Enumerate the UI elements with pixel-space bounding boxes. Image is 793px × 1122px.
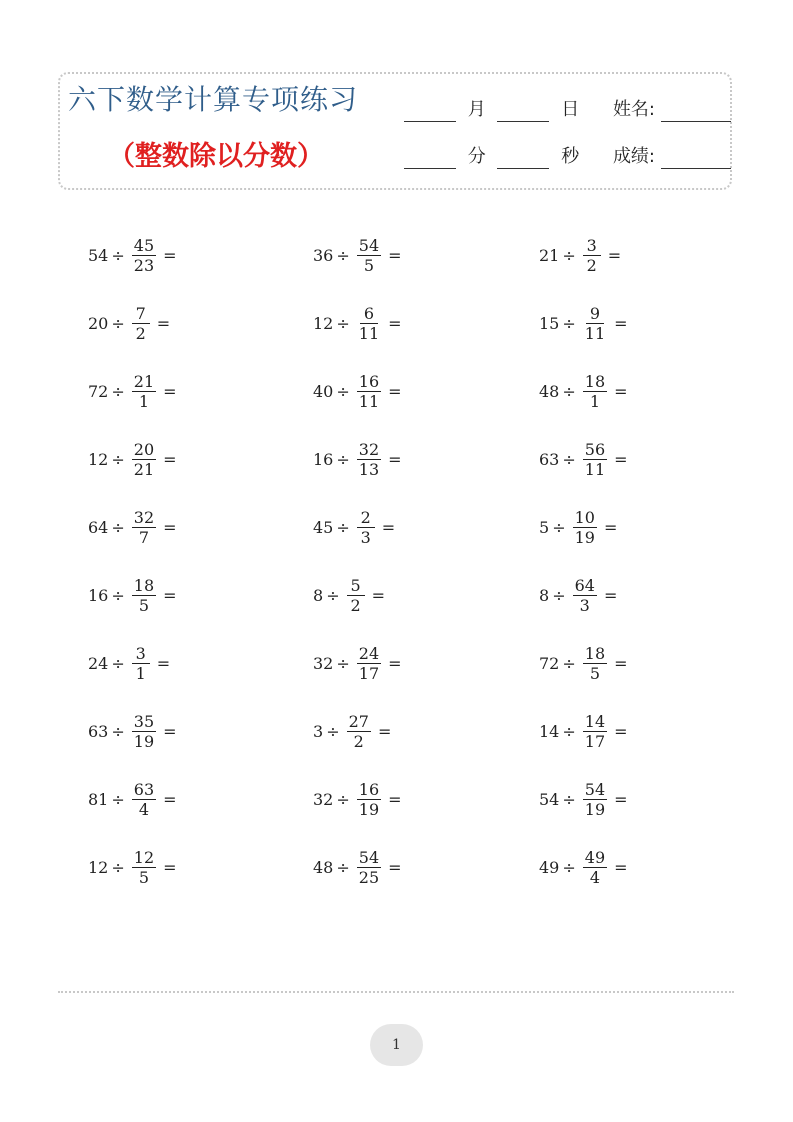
problem-item [88, 706, 180, 756]
equals-sign: = [388, 381, 402, 401]
denominator: 11 [584, 323, 606, 343]
problem-item [88, 502, 180, 552]
problem-item [313, 706, 394, 756]
numerator: 12 [133, 847, 155, 867]
denominator: 1 [589, 391, 601, 411]
equals-sign: = [603, 585, 618, 605]
fraction [132, 645, 150, 682]
numerator: 32 [133, 507, 155, 527]
problem-item [539, 366, 631, 416]
dividend: 32 [313, 653, 334, 673]
numerator: 3 [583, 237, 601, 256]
numerator: 10 [574, 507, 595, 527]
denominator: 21 [133, 459, 155, 479]
fraction [583, 305, 607, 342]
fraction [357, 645, 381, 682]
fraction [583, 237, 601, 274]
divide-sign: ÷ [336, 381, 350, 401]
fraction [357, 441, 381, 478]
numerator: 18 [584, 371, 606, 391]
month-blank[interactable] [404, 103, 456, 122]
fraction [132, 441, 156, 478]
dividend: 72 [88, 381, 109, 401]
divide-sign: ÷ [111, 653, 125, 673]
numerator: 64 [574, 575, 595, 595]
problem-item [313, 366, 405, 416]
denominator: 4 [589, 867, 601, 887]
denominator: 3 [579, 595, 590, 615]
numerator: 63 [133, 779, 155, 799]
fraction [132, 577, 156, 614]
denominator: 23 [133, 255, 155, 275]
month-label: 月 [467, 99, 486, 120]
numerator: 54 [358, 847, 380, 867]
dividend: 24 [88, 653, 109, 673]
fraction [583, 373, 607, 410]
fraction [583, 441, 607, 478]
numerator: 24 [358, 643, 380, 663]
denominator: 1 [135, 663, 146, 683]
divide-sign: ÷ [336, 789, 350, 809]
numerator: 49 [584, 847, 606, 867]
score-label: 成绩: [612, 146, 656, 167]
dividend: 45 [313, 517, 334, 537]
problem-item [539, 230, 624, 280]
denominator: 2 [586, 255, 597, 275]
problem-item [88, 434, 180, 484]
dividend: 81 [88, 789, 109, 809]
divide-sign: ÷ [326, 721, 340, 741]
problem-item [313, 842, 405, 892]
dividend: 8 [539, 585, 550, 605]
divide-sign: ÷ [562, 653, 576, 673]
divide-sign: ÷ [552, 585, 566, 605]
minute-blank[interactable] [404, 150, 456, 169]
numerator: 56 [584, 439, 606, 459]
denominator: 17 [358, 663, 380, 683]
numerator: 54 [584, 779, 606, 799]
fraction [583, 645, 607, 682]
equals-sign: = [614, 857, 628, 877]
denominator: 5 [138, 595, 150, 615]
problem-item [313, 570, 388, 620]
equals-sign: = [156, 653, 171, 673]
divide-sign: ÷ [562, 857, 576, 877]
equals-sign: = [388, 789, 402, 809]
problem-item [313, 230, 405, 280]
dividend: 12 [313, 313, 334, 333]
numerator: 7 [132, 305, 150, 324]
divide-sign: ÷ [336, 313, 350, 333]
numerator: 16 [358, 371, 380, 391]
equals-sign: = [614, 449, 628, 469]
equals-sign: = [614, 721, 628, 741]
denominator: 11 [358, 323, 380, 343]
denominator: 11 [584, 459, 606, 479]
problem-item [539, 638, 631, 688]
numerator: 54 [358, 235, 380, 255]
problem-item [539, 706, 631, 756]
dividend: 63 [539, 449, 560, 469]
numerator: 18 [584, 643, 606, 663]
denominator: 25 [358, 867, 380, 887]
problem-item [539, 570, 620, 620]
divide-sign: ÷ [552, 517, 566, 537]
dividend: 20 [88, 313, 109, 333]
fraction [573, 577, 597, 614]
numerator: 35 [133, 711, 155, 731]
fraction [357, 781, 381, 818]
divide-sign: ÷ [111, 449, 125, 469]
dividend: 21 [539, 245, 560, 265]
dividend: 48 [313, 857, 334, 877]
numerator: 5 [347, 577, 365, 596]
fraction [357, 373, 381, 410]
divide-sign: ÷ [562, 381, 576, 401]
divide-sign: ÷ [111, 313, 125, 333]
dividend: 14 [539, 721, 560, 741]
equals-sign: = [163, 245, 177, 265]
fraction [132, 713, 156, 750]
denominator: 2 [353, 731, 364, 751]
numerator: 2 [357, 509, 375, 528]
divide-sign: ÷ [336, 653, 350, 673]
numerator: 3 [132, 645, 150, 664]
divide-sign: ÷ [562, 245, 576, 265]
equals-sign: = [388, 857, 402, 877]
problem-item [313, 434, 405, 484]
problem-item [88, 570, 180, 620]
dividend: 49 [539, 857, 560, 877]
dividend: 54 [539, 789, 560, 809]
day-label: 日 [561, 99, 580, 120]
fraction [583, 781, 607, 818]
equals-sign: = [371, 585, 385, 605]
numerator: 21 [133, 371, 155, 391]
denominator: 11 [358, 391, 380, 411]
fraction [583, 713, 607, 750]
fraction [132, 781, 156, 818]
problem-item [539, 774, 631, 824]
denominator: 5 [363, 255, 375, 275]
equals-sign: = [388, 245, 402, 265]
fraction [132, 305, 150, 342]
denominator: 5 [589, 663, 601, 683]
problem-item [313, 774, 405, 824]
denominator: 7 [138, 527, 150, 547]
equals-sign: = [163, 857, 177, 877]
dividend: 48 [539, 381, 560, 401]
fraction [132, 373, 156, 410]
divide-sign: ÷ [111, 517, 125, 537]
day-blank[interactable] [497, 103, 549, 122]
dividend: 16 [88, 585, 109, 605]
fraction [357, 849, 381, 886]
second-blank[interactable] [497, 150, 549, 169]
fraction [347, 713, 371, 750]
equals-sign: = [614, 653, 628, 673]
numerator: 32 [358, 439, 380, 459]
divide-sign: ÷ [326, 585, 340, 605]
worksheet-title: 六下数学计算专项练习 [68, 83, 359, 116]
equals-sign: = [163, 789, 177, 809]
divide-sign: ÷ [111, 381, 125, 401]
denominator: 19 [574, 527, 595, 547]
problem-item [88, 230, 180, 280]
numerator: 14 [584, 711, 606, 731]
fraction [583, 849, 607, 886]
divide-sign: ÷ [336, 449, 350, 469]
equals-sign: = [163, 585, 177, 605]
numerator: 20 [133, 439, 155, 459]
equals-sign: = [388, 653, 402, 673]
problem-item [539, 842, 631, 892]
numerator: 16 [358, 779, 380, 799]
equals-sign: = [388, 449, 402, 469]
problem-item [539, 298, 631, 348]
fraction [132, 849, 156, 886]
denominator: 17 [584, 731, 606, 751]
divide-sign: ÷ [111, 245, 125, 265]
divide-sign: ÷ [562, 789, 576, 809]
denominator: 19 [584, 799, 606, 819]
numerator: 9 [586, 305, 604, 324]
dividend: 12 [88, 449, 109, 469]
dividend: 36 [313, 245, 334, 265]
problem-item [313, 502, 398, 552]
numerator: 45 [133, 235, 155, 255]
problem-item [313, 638, 405, 688]
problem-item [88, 298, 173, 348]
second-label: 秒 [561, 146, 580, 167]
problem-item [539, 502, 620, 552]
dividend: 72 [539, 653, 560, 673]
date-fields [404, 98, 731, 122]
dividend: 40 [313, 381, 334, 401]
denominator: 19 [133, 731, 155, 751]
equals-sign: = [163, 381, 177, 401]
equals-sign: = [381, 517, 396, 537]
equals-sign: = [388, 313, 402, 333]
fraction [132, 509, 156, 546]
equals-sign: = [614, 313, 628, 333]
equals-sign: = [377, 721, 392, 741]
equals-sign: = [614, 381, 628, 401]
divide-sign: ÷ [562, 449, 576, 469]
fraction [357, 509, 375, 546]
footer-divider [58, 991, 734, 993]
denominator: 4 [138, 799, 150, 819]
dividend: 5 [539, 517, 550, 537]
name-label: 姓名: [612, 99, 656, 120]
worksheet-subtitle: （整数除以分数） [108, 141, 324, 172]
fraction [357, 237, 381, 274]
divide-sign: ÷ [111, 721, 125, 741]
problem-item [88, 366, 180, 416]
equals-sign: = [163, 449, 177, 469]
dividend: 32 [313, 789, 334, 809]
fraction [573, 509, 597, 546]
denominator: 19 [358, 799, 380, 819]
numerator: 6 [360, 305, 378, 324]
denominator: 5 [138, 867, 150, 887]
equals-sign: = [603, 517, 618, 537]
divide-sign: ÷ [336, 517, 350, 537]
dividend: 8 [313, 585, 324, 605]
numerator: 27 [348, 711, 369, 731]
equals-sign: = [614, 789, 628, 809]
divide-sign: ÷ [336, 857, 350, 877]
divide-sign: ÷ [111, 789, 125, 809]
dividend: 12 [88, 857, 109, 877]
score-blank[interactable] [661, 150, 731, 169]
denominator: 2 [135, 323, 146, 343]
fraction [357, 305, 381, 342]
dividend: 15 [539, 313, 560, 333]
dividend: 63 [88, 721, 109, 741]
dividend: 16 [313, 449, 334, 469]
divide-sign: ÷ [336, 245, 350, 265]
denominator: 13 [358, 459, 380, 479]
divide-sign: ÷ [111, 585, 125, 605]
dividend: 64 [88, 517, 109, 537]
divide-sign: ÷ [562, 721, 576, 741]
denominator: 2 [350, 595, 361, 615]
equals-sign: = [156, 313, 171, 333]
equals-sign: = [163, 517, 177, 537]
equals-sign: = [163, 721, 177, 741]
numerator: 18 [133, 575, 155, 595]
denominator: 3 [360, 527, 371, 547]
fraction [347, 577, 365, 614]
time-fields [404, 145, 731, 169]
denominator: 1 [138, 391, 150, 411]
problem-item [88, 774, 180, 824]
divide-sign: ÷ [111, 857, 125, 877]
dividend: 54 [88, 245, 109, 265]
problem-item [88, 842, 180, 892]
fraction [132, 237, 156, 274]
problem-item [88, 638, 173, 688]
equals-sign: = [607, 245, 622, 265]
page-number: 1 [370, 1024, 423, 1066]
divide-sign: ÷ [562, 313, 576, 333]
minute-label: 分 [467, 146, 486, 167]
dividend: 3 [313, 721, 324, 741]
problem-item [539, 434, 631, 484]
name-blank[interactable] [661, 103, 731, 122]
problem-item [313, 298, 405, 348]
